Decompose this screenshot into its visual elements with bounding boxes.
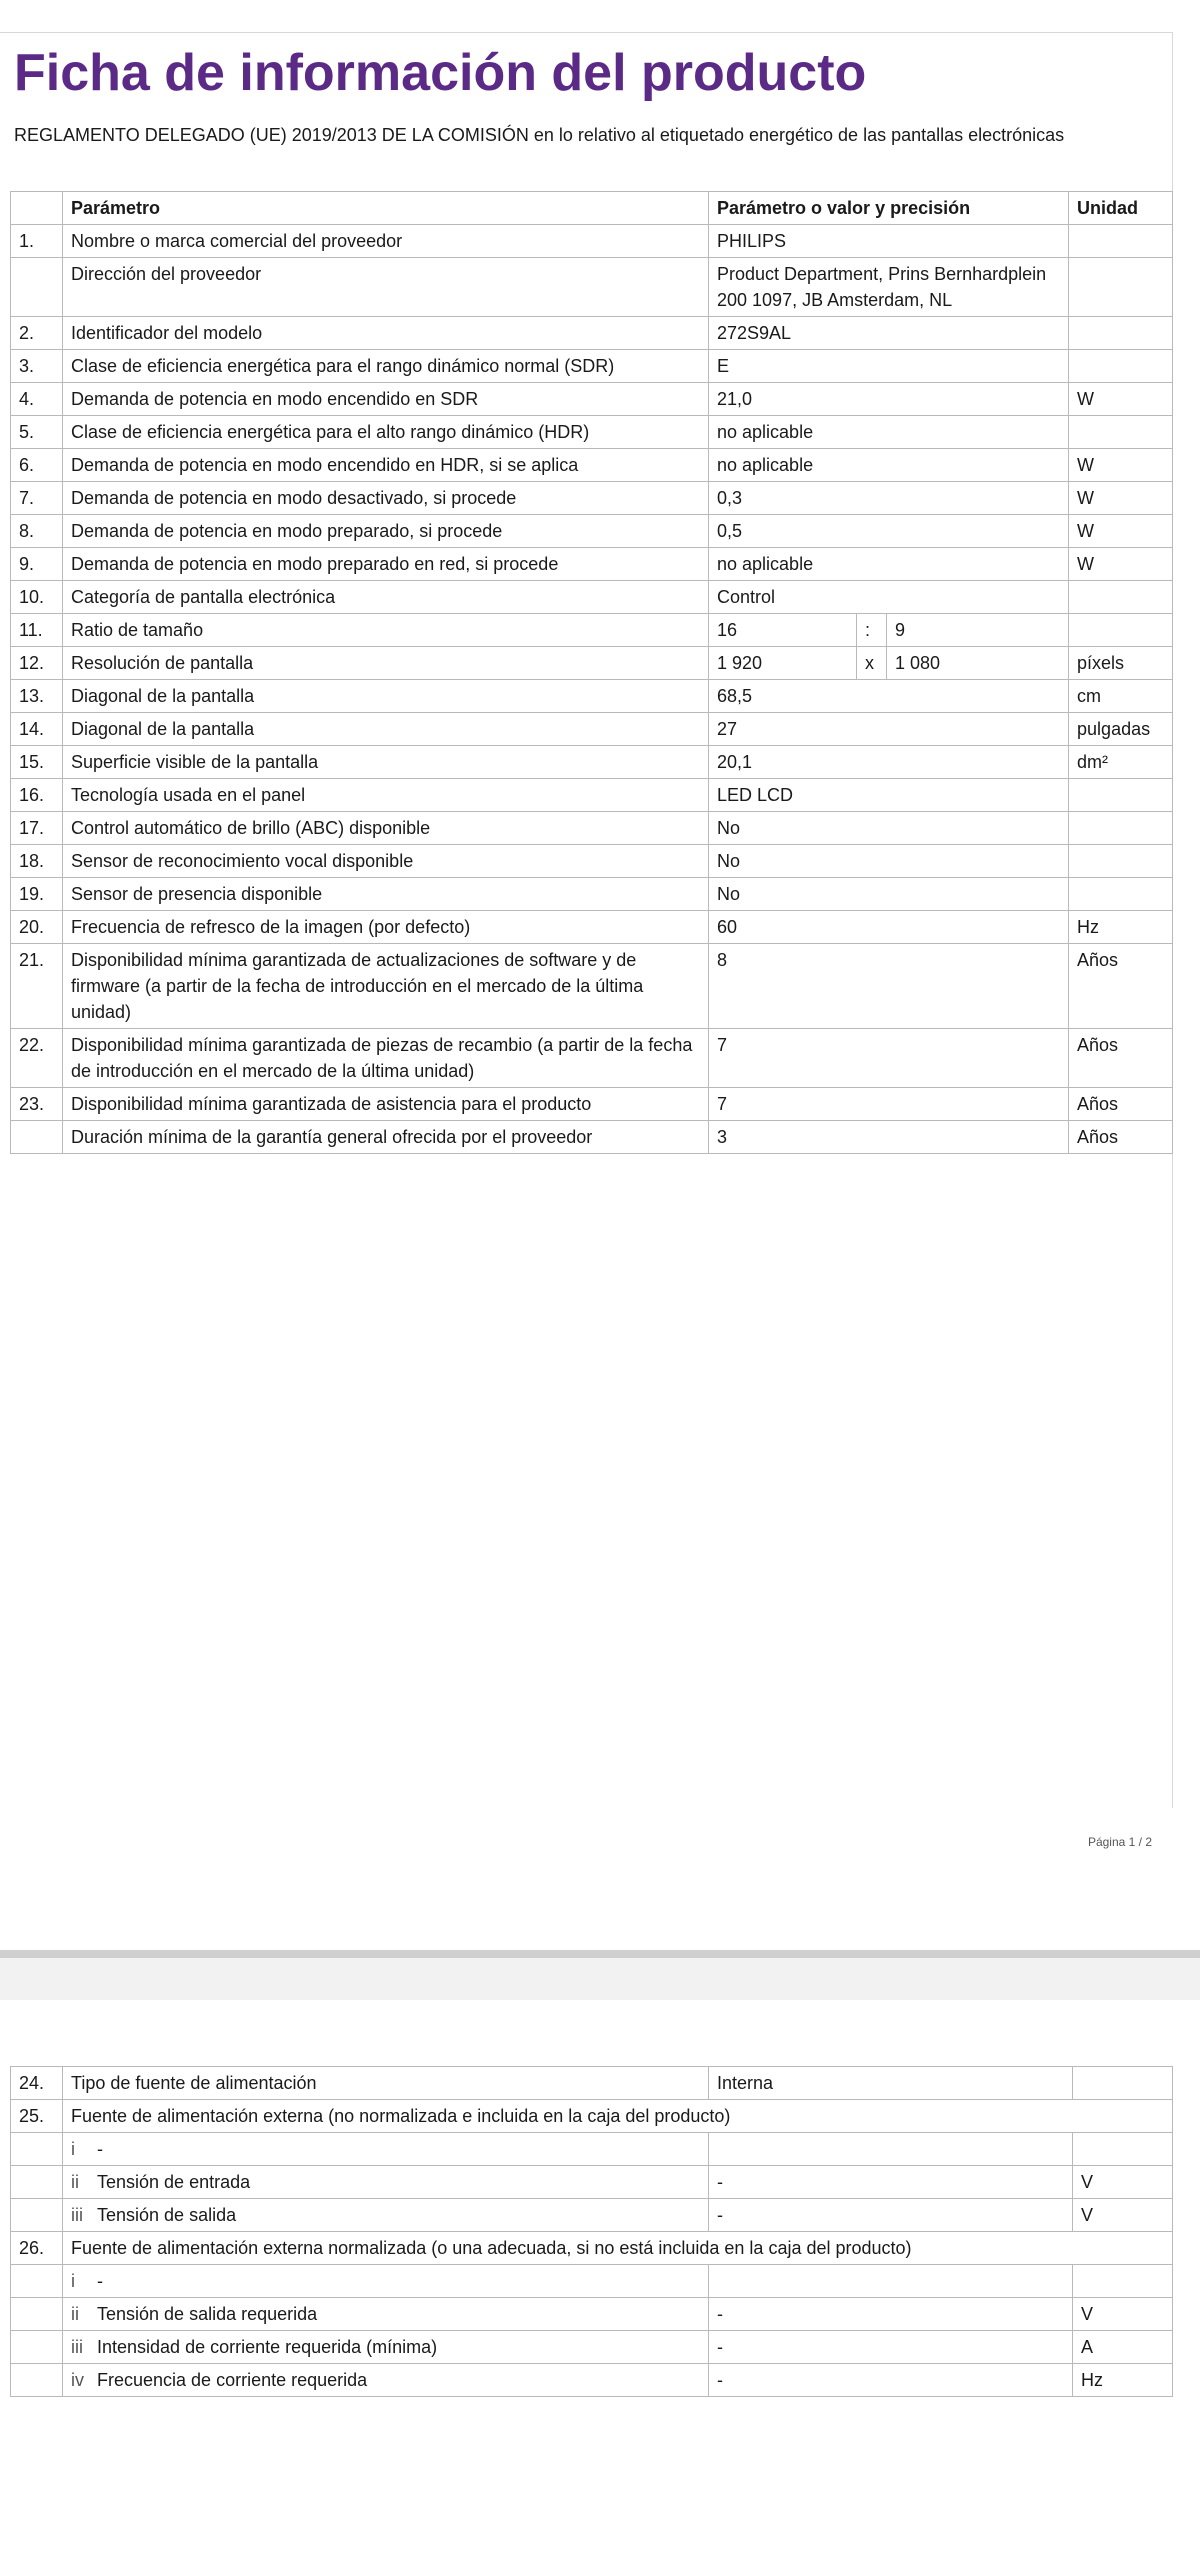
row-value: No [709,845,1069,878]
row-number: 10. [11,581,63,614]
row-value: Interna [709,2067,1073,2100]
subrow-label: Intensidad de corriente requerida (mínima) [97,2337,438,2357]
row-number [11,2298,63,2331]
table-subrow-25-iii [11,2199,1173,2232]
table-row [11,647,1173,680]
row-parameter: Diagonal de la pantalla [63,680,709,713]
row-number: 24. [11,2067,63,2100]
subrow-marker: i [71,2139,75,2159]
subrow-unit: A [1073,2331,1173,2364]
row-number: 11. [11,614,63,647]
table-header-row [11,192,1173,225]
row-unit [1069,878,1173,911]
row-value: 68,5 [709,680,1069,713]
row-unit: W [1069,482,1173,515]
table-row-24 [11,2067,1173,2100]
subrow-value: - [709,2331,1073,2364]
row-value: LED LCD [709,779,1069,812]
row-number [11,2364,63,2397]
subrow-unit [1073,2265,1173,2298]
subrow-value [709,2265,1073,2298]
table-row [11,225,1173,258]
table-row-25 [11,2100,1173,2133]
table-row [11,746,1173,779]
row-number [11,2331,63,2364]
subrow-label: Tensión de salida [97,2205,237,2225]
table-row [11,581,1173,614]
subrow-parameter [63,2166,709,2199]
row-value: 27 [709,713,1069,746]
subrow-unit: V [1073,2298,1173,2331]
row-parameter: Disponibilidad mínima garantizada de actualizaciones de software y de firmware (a partir de la fecha de introducción en el mercado de la última unidad) [63,944,709,1029]
subrow-marker: iv [71,2370,84,2390]
row-unit [1069,812,1173,845]
table-row [11,911,1173,944]
subrow-marker: iii [71,2205,83,2225]
row-value: E [709,350,1069,383]
row-parameter: Dirección del proveedor [63,258,709,317]
table-row [11,1121,1173,1154]
row-unit: pulgadas [1069,713,1173,746]
page-number: Página 1 / 2 [1087,1835,1152,1849]
subrow-label: - [97,2271,103,2291]
row-unit [1069,416,1173,449]
row-unit [1069,317,1173,350]
subrow-value: - [709,2166,1073,2199]
row-value-separator: : [857,614,887,647]
row-value: Product Department, Prins Bernhardplein 200 1097, JB Amsterdam, NL [709,258,1069,317]
row-unit [1069,614,1173,647]
row-unit [1069,225,1173,258]
row-number: 1. [11,225,63,258]
row-number: 6. [11,449,63,482]
row-parameter: Fuente de alimentación externa normalizada (o una adecuada, si no está incluida en la caja del producto) [63,2232,1173,2265]
row-unit [1073,2067,1173,2100]
row-parameter: Demanda de potencia en modo preparado en red, si procede [63,548,709,581]
row-unit: dm² [1069,746,1173,779]
row-unit [1069,581,1173,614]
row-parameter: Diagonal de la pantalla [63,713,709,746]
row-number [11,258,63,317]
row-number: 13. [11,680,63,713]
row-value-separator: x [857,647,887,680]
page-separator [0,1950,1200,2000]
row-value-a: 16 [709,614,857,647]
row-value: 60 [709,911,1069,944]
row-number: 20. [11,911,63,944]
subrow-unit: V [1073,2166,1173,2199]
table-subrow-25-i [11,2133,1173,2166]
page-title: Ficha de información del producto [14,44,867,102]
row-number: 5. [11,416,63,449]
subrow-unit: Hz [1073,2364,1173,2397]
row-value: 21,0 [709,383,1069,416]
header-parameter: Parámetro [63,192,709,225]
parameters-table [10,191,1173,1154]
row-unit: W [1069,383,1173,416]
row-value: 0,3 [709,482,1069,515]
row-number: 21. [11,944,63,1029]
row-parameter: Sensor de presencia disponible [63,878,709,911]
row-number: 12. [11,647,63,680]
row-parameter: Ratio de tamaño [63,614,709,647]
row-number: 9. [11,548,63,581]
row-number [11,2166,63,2199]
table-row [11,614,1173,647]
subrow-marker: i [71,2271,75,2291]
row-parameter: Resolución de pantalla [63,647,709,680]
row-number: 7. [11,482,63,515]
row-parameter: Clase de eficiencia energética para el alto rango dinámico (HDR) [63,416,709,449]
row-parameter: Tecnología usada en el panel [63,779,709,812]
row-number: 14. [11,713,63,746]
table-row [11,383,1173,416]
table-row [11,258,1173,317]
subrow-unit [1073,2133,1173,2166]
row-parameter: Clase de eficiencia energética para el rango dinámico normal (SDR) [63,350,709,383]
row-parameter: Categoría de pantalla electrónica [63,581,709,614]
subrow-parameter [63,2364,709,2397]
row-parameter: Demanda de potencia en modo preparado, si procede [63,515,709,548]
row-number: 25. [11,2100,63,2133]
row-number: 26. [11,2232,63,2265]
row-parameter: Sensor de reconocimiento vocal disponible [63,845,709,878]
table-row-26 [11,2232,1173,2265]
subrow-value: - [709,2199,1073,2232]
row-value: No [709,878,1069,911]
row-number [11,2133,63,2166]
row-value: no aplicable [709,416,1069,449]
row-value: PHILIPS [709,225,1069,258]
row-value: Control [709,581,1069,614]
row-number: 3. [11,350,63,383]
table-row [11,845,1173,878]
row-value: 8 [709,944,1069,1029]
table-row [11,812,1173,845]
row-number: 23. [11,1088,63,1121]
subrow-marker: iii [71,2337,83,2357]
row-unit: cm [1069,680,1173,713]
product-info-sheet-page-1 [0,32,1173,1849]
row-unit: Años [1069,1121,1173,1154]
header-number-cell [11,192,63,225]
row-number [11,1121,63,1154]
row-value: 272S9AL [709,317,1069,350]
row-value-a: 1 920 [709,647,857,680]
table-row [11,416,1173,449]
row-unit: W [1069,515,1173,548]
table-row [11,449,1173,482]
row-number: 18. [11,845,63,878]
table-row [11,1088,1173,1121]
row-parameter: Frecuencia de refresco de la imagen (por defecto) [63,911,709,944]
table-row [11,515,1173,548]
row-value: 7 [709,1029,1069,1088]
row-parameter: Control automático de brillo (ABC) disponible [63,812,709,845]
subrow-parameter [63,2133,709,2166]
row-value-b: 9 [887,614,1069,647]
row-value: no aplicable [709,548,1069,581]
row-value: 20,1 [709,746,1069,779]
subrow-value [709,2133,1073,2166]
subrow-parameter [63,2265,709,2298]
row-number: 4. [11,383,63,416]
row-number: 15. [11,746,63,779]
row-parameter: Disponibilidad mínima garantizada de asistencia para el producto [63,1088,709,1121]
row-parameter: Demanda de potencia en modo desactivado, si procede [63,482,709,515]
row-value: 7 [709,1088,1069,1121]
subrow-label: Tensión de entrada [97,2172,251,2192]
table-subrow-26-iv [11,2364,1173,2397]
row-parameter: Fuente de alimentación externa (no normalizada e incluida en la caja del producto) [63,2100,1173,2133]
subrow-marker: ii [71,2304,79,2324]
table-subrow-25-ii [11,2166,1173,2199]
row-value: no aplicable [709,449,1069,482]
row-number: 19. [11,878,63,911]
table-row [11,482,1173,515]
table-row [11,350,1173,383]
row-value-b: 1 080 [887,647,1069,680]
table-row [11,878,1173,911]
table-row [11,548,1173,581]
row-value: No [709,812,1069,845]
row-parameter: Disponibilidad mínima garantizada de piezas de recambio (a partir de la fecha de introducción en el mercado de la última unidad) [63,1029,709,1088]
row-value: 3 [709,1121,1069,1154]
row-unit [1069,845,1173,878]
row-number: 2. [11,317,63,350]
subrow-unit: V [1073,2199,1173,2232]
subrow-parameter [63,2199,709,2232]
row-unit: W [1069,449,1173,482]
table-row [11,1029,1173,1088]
row-number [11,2199,63,2232]
row-unit [1069,350,1173,383]
row-unit [1069,258,1173,317]
header-value: Parámetro o valor y precisión [709,192,1069,225]
table-subrow-26-iii [11,2331,1173,2364]
row-parameter: Nombre o marca comercial del proveedor [63,225,709,258]
row-number: 16. [11,779,63,812]
row-parameter: Demanda de potencia en modo encendido en SDR [63,383,709,416]
table-row [11,317,1173,350]
row-number: 17. [11,812,63,845]
table-subrow-26-i [11,2265,1173,2298]
subrow-marker: ii [71,2172,79,2192]
row-number: 22. [11,1029,63,1088]
table-row [11,779,1173,812]
parameters-table-continued [10,2066,1173,2397]
row-parameter: Demanda de potencia en modo encendido en HDR, si se aplica [63,449,709,482]
header-unit: Unidad [1069,192,1173,225]
row-unit [1069,779,1173,812]
row-value: 0,5 [709,515,1069,548]
row-parameter: Identificador del modelo [63,317,709,350]
subrow-label: Frecuencia de corriente requerida [97,2370,368,2390]
table-row [11,944,1173,1029]
row-parameter: Superficie visible de la pantalla [63,746,709,779]
row-unit: píxels [1069,647,1173,680]
row-number [11,2265,63,2298]
row-unit: Años [1069,944,1173,1029]
subrow-value: - [709,2364,1073,2397]
subrow-parameter [63,2298,709,2331]
row-parameter: Duración mínima de la garantía general ofrecida por el proveedor [63,1121,709,1154]
row-unit: Años [1069,1029,1173,1088]
row-unit: Años [1069,1088,1173,1121]
row-unit: Hz [1069,911,1173,944]
row-unit: W [1069,548,1173,581]
row-parameter: Tipo de fuente de alimentación [63,2067,709,2100]
regulation-subtitle: REGLAMENTO DELEGADO (UE) 2019/2013 DE LA COMISIÓN en lo relativo al etiquetado energético de las pantallas electrónicas [14,125,1065,145]
subrow-parameter [63,2331,709,2364]
table-subrow-26-ii [11,2298,1173,2331]
subrow-label: - [97,2139,103,2159]
table-row [11,713,1173,746]
row-number: 8. [11,515,63,548]
subrow-label: Tensión de salida requerida [97,2304,318,2324]
table-row [11,680,1173,713]
subrow-value: - [709,2298,1073,2331]
